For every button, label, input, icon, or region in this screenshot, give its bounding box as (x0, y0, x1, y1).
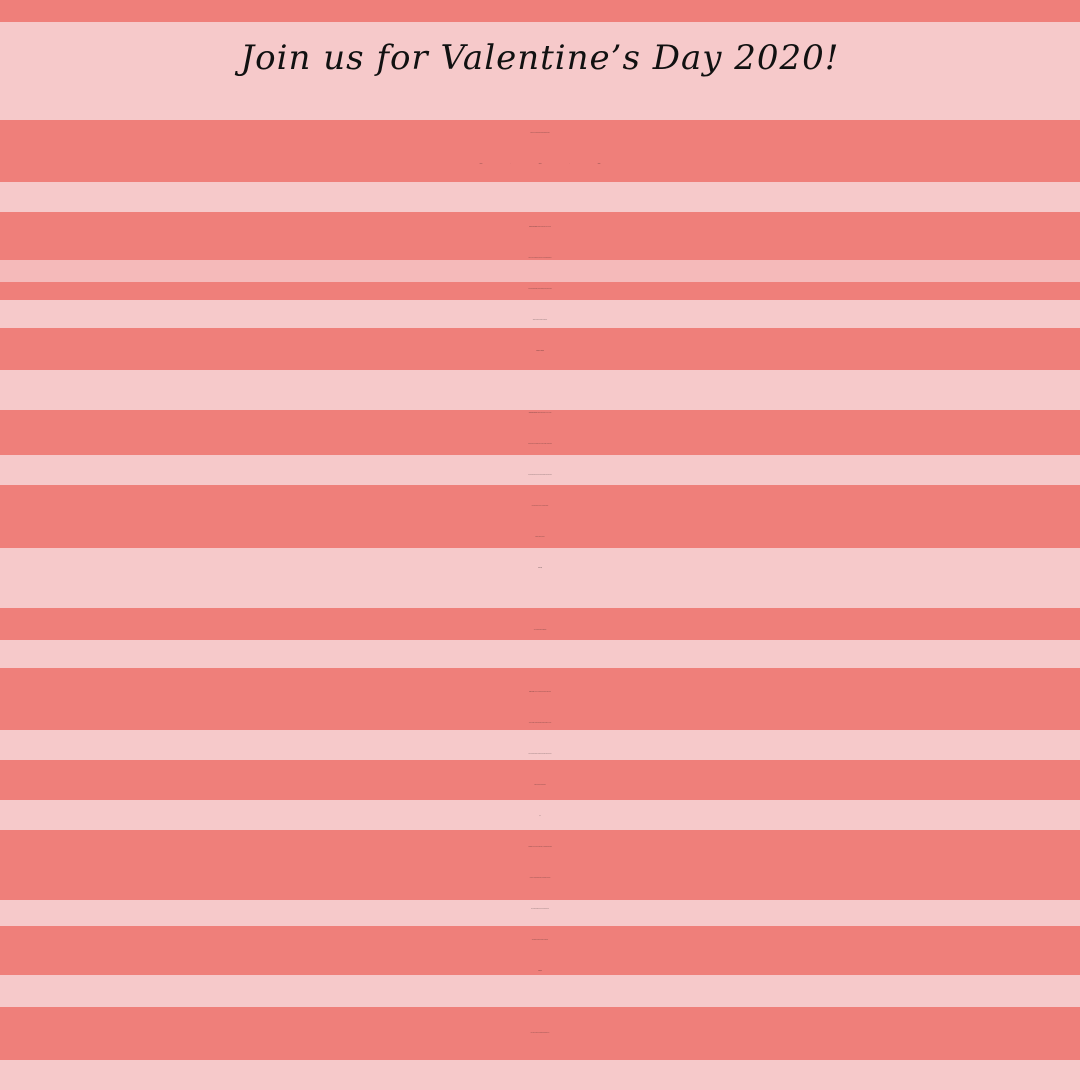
lavish-massage-price (0, 553, 1080, 584)
facial-line (0, 925, 1080, 956)
foot-bliss-line (0, 770, 1080, 801)
booking-contact (0, 1018, 1080, 1049)
lavish-massage-line (0, 429, 1080, 460)
date-list (0, 149, 1080, 180)
couples-massage-line (0, 212, 1080, 243)
facial-line (0, 863, 1080, 894)
lavish-massage-line (0, 398, 1080, 429)
foot-bliss-line (0, 739, 1080, 770)
foot-bliss-line (0, 677, 1080, 708)
facial-line (0, 894, 1080, 925)
lavish-massage-line (0, 491, 1080, 522)
echo-heading (0, 615, 1080, 646)
lavish-massage-line (0, 522, 1080, 553)
flyer-title: Join us for Valentine’s Day 2020! (240, 38, 840, 78)
facial-line (0, 832, 1080, 863)
couples-massage-line (0, 243, 1080, 274)
facial-price (0, 956, 1080, 987)
couples-massage-price (0, 336, 1080, 367)
foot-bliss-price (0, 801, 1080, 832)
intro-text (0, 118, 1080, 149)
lavish-massage-line (0, 460, 1080, 491)
couples-massage-line (0, 305, 1080, 336)
couples-massage-line (0, 274, 1080, 305)
foot-bliss-line (0, 708, 1080, 739)
